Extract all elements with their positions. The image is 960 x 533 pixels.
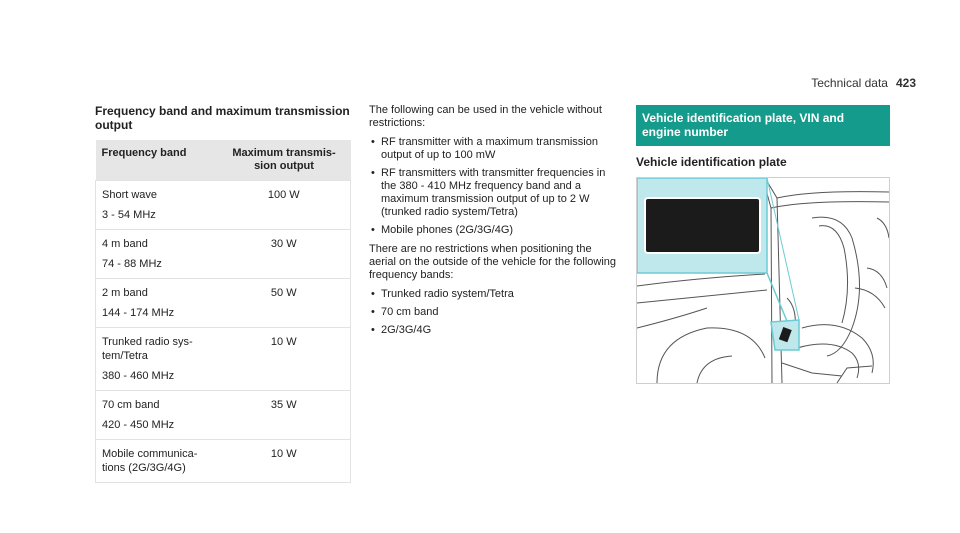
list-item: • 2G/3G/4G [369, 324, 619, 337]
frequency-band-cell [96, 328, 218, 391]
restrictions-column [369, 104, 619, 343]
page-number: 423 [895, 76, 916, 90]
id-plate-closeup [645, 198, 760, 253]
unrestricted-list [369, 136, 619, 237]
table-row [96, 440, 351, 483]
band-text: Short wave [102, 189, 158, 201]
band-text: Mobile communica- tions (2G/3G/4G) [102, 448, 198, 474]
band-text: Trunked radio sys- tem/Tetra [102, 336, 193, 362]
header-frequency-band: Frequency band [96, 140, 218, 181]
max-output-cell: 50 W [218, 279, 351, 328]
table-row [96, 181, 351, 230]
section-banner: Vehicle identification plate, VIN and engine number [636, 105, 890, 146]
frequency-band-cell [96, 440, 218, 483]
band-text: 144 - 174 MHz [102, 307, 175, 319]
subheading: Vehicle identification plate [636, 155, 787, 169]
max-output-cell: 100 W [218, 181, 351, 230]
door-pillar-illustration [637, 178, 889, 383]
frequency-band-cell [96, 230, 218, 279]
header-max-output: Maximum transmis- sion output [218, 140, 351, 181]
frequency-section-title: Frequency band and maximum transmission output [95, 104, 350, 132]
table-row [96, 391, 351, 440]
frequency-band-cell [96, 181, 218, 230]
section-name: Technical data [811, 76, 888, 90]
table-body [96, 181, 351, 483]
list-item: • RF transmitter with a maximum transmission output of up to 100 mW [369, 136, 619, 162]
band-text: 380 - 460 MHz [102, 370, 175, 382]
page-header [811, 76, 916, 90]
aerial-paragraph: There are no restrictions when positioning the aerial on the outside of the vehicle for the following frequency bands: [369, 243, 617, 281]
aerial-band-list [369, 288, 619, 337]
vin-column [636, 105, 890, 384]
max-output-cell: 10 W [218, 328, 351, 391]
band-text: 70 cm band [102, 399, 160, 411]
band-text: 3 - 54 MHz [102, 209, 156, 221]
table-row [96, 328, 351, 391]
list-item: • Mobile phones (2G/3G/4G) [369, 224, 619, 237]
frequency-band-cell [96, 279, 218, 328]
list-item: • 70 cm band [369, 306, 619, 319]
max-output-cell: 10 W [218, 440, 351, 483]
band-text: 420 - 450 MHz [102, 419, 175, 431]
table-row [96, 279, 351, 328]
frequency-band-cell [96, 391, 218, 440]
frequency-table [95, 140, 351, 483]
max-output-cell: 35 W [218, 391, 351, 440]
table-row [96, 230, 351, 279]
band-text: 2 m band [102, 287, 148, 299]
band-text: 4 m band [102, 238, 148, 250]
max-output-cell: 30 W [218, 230, 351, 279]
list-item: • RF transmitters with transmitter frequencies in the 380 - 410 MHz frequency band and a maximum transmission output of up to 2 W (trunked radio system/Tetra) [369, 167, 619, 219]
list-item: • Trunked radio system/Tetra [369, 288, 619, 301]
table-header-row [96, 140, 351, 181]
intro-paragraph: The following can be used in the vehicle without restrictions: [369, 104, 602, 129]
frequency-column [95, 104, 351, 483]
vehicle-plate-illustration [636, 177, 890, 384]
band-text: 74 - 88 MHz [102, 258, 162, 270]
